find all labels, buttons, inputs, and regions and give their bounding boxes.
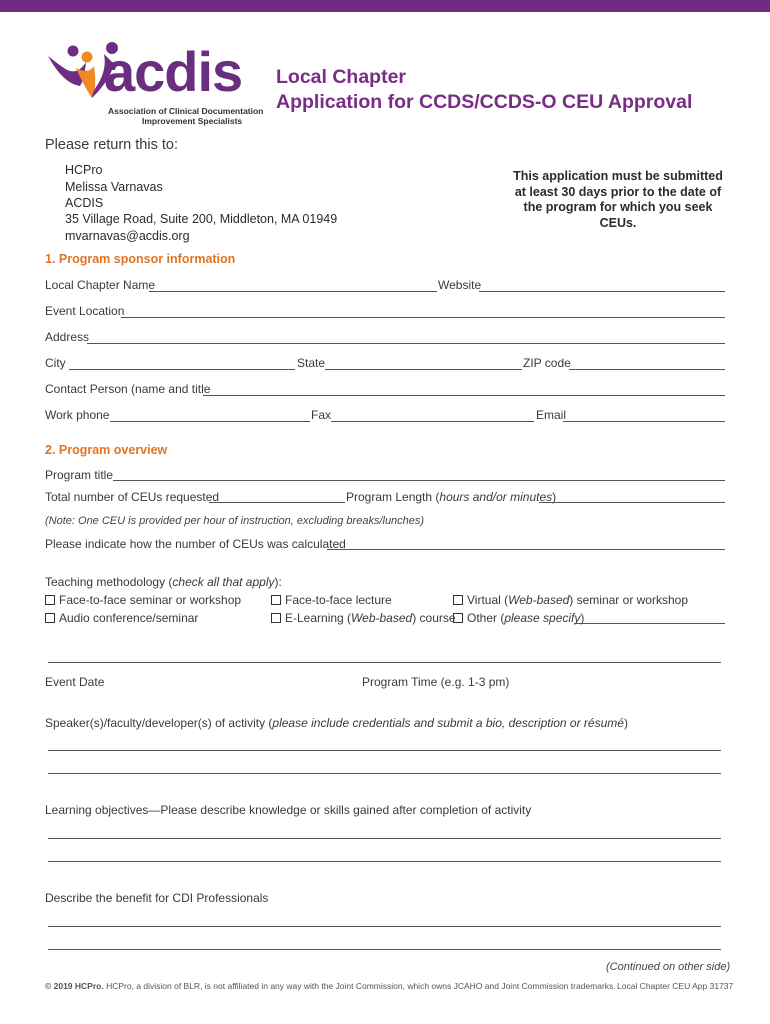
return-name: Melissa Varnavas (65, 180, 163, 194)
objectives-field-2[interactable] (48, 861, 721, 862)
submission-deadline-notice: This application must be submitted at least 30 days prior to the date of the program for which you seek CEUs. (513, 169, 723, 230)
event-location-label: Event Location (45, 304, 125, 318)
checkbox-icon[interactable] (453, 613, 463, 623)
ceus-requested-label: Total number of CEUs requested (45, 490, 220, 504)
return-org-2: ACDIS (65, 196, 104, 210)
website-label: Website (438, 278, 482, 292)
return-email: mvarnavas@acdis.org (65, 229, 190, 243)
section-2-heading: 2. Program overview (45, 443, 168, 457)
benefit-field-2[interactable] (48, 949, 721, 950)
speakers-field-1[interactable] (48, 750, 721, 751)
zip-label: ZIP code (523, 356, 571, 370)
program-title-field[interactable] (113, 480, 725, 481)
option-audio-conference[interactable]: Audio conference/seminar (45, 611, 198, 625)
logo-tagline-1: Association of Clinical Documentation (108, 106, 264, 116)
checkbox-icon[interactable] (271, 613, 281, 623)
return-org: HCPro (65, 163, 103, 177)
form-id: Local Chapter CEU App 31737 (617, 981, 734, 991)
option-other[interactable]: Other (please specify) (453, 611, 584, 625)
objectives-field-1[interactable] (48, 838, 721, 839)
option-face-to-face-lecture[interactable]: Face-to-face lecture (271, 593, 392, 607)
email-label: Email (536, 408, 567, 422)
work-phone-field[interactable] (110, 421, 310, 422)
chapter-name-field[interactable] (149, 291, 437, 292)
top-color-bar (0, 0, 770, 12)
teaching-methodology-label: Teaching methodology (check all that apply): (45, 575, 282, 589)
program-length-label: Program Length (hours and/or minutes) (346, 490, 557, 504)
return-street: 35 Village Road, Suite 200, Middleton, MA 01949 (65, 212, 338, 226)
learning-objectives-label: Learning objectives—Please describe knowledge or skills gained after completion of activity (45, 803, 532, 817)
website-field[interactable] (479, 291, 725, 292)
ceus-requested-field[interactable] (209, 502, 345, 503)
option-e-learning[interactable]: E-Learning (Web-based) course (271, 611, 456, 625)
contact-person-label: Contact Person (name and title (45, 382, 211, 396)
fax-label: Fax (311, 408, 332, 422)
chapter-name-label: Local Chapter Name (45, 278, 156, 292)
speakers-field-2[interactable] (48, 773, 721, 774)
other-specify-field[interactable] (574, 623, 725, 624)
work-phone-label: Work phone (45, 408, 110, 422)
address-label: Address (45, 330, 90, 344)
checkbox-icon[interactable] (453, 595, 463, 605)
fax-field[interactable] (331, 421, 534, 422)
logo-wordmark: acdis (104, 40, 243, 103)
address-field[interactable] (87, 343, 725, 344)
checkbox-icon[interactable] (45, 613, 55, 623)
state-label: State (297, 356, 326, 370)
program-title-label: Program title (45, 468, 114, 482)
event-location-field[interactable] (121, 317, 725, 318)
event-date-label: Event Date (45, 675, 105, 689)
page-title-line-2: Application for CCDS/CCDS-O CEU Approval (276, 91, 693, 113)
methodology-extra-line[interactable] (48, 662, 721, 663)
ceus-calculation-field[interactable] (327, 549, 725, 550)
section-1-heading: 1. Program sponsor information (45, 252, 236, 266)
city-label: City (45, 356, 66, 370)
copyright-notice: © 2019 HCPro. HCPro, a division of BLR, is not affiliated in any way with the Joint Commission, which owns JCAHO and Joint Commission trademarks. (45, 981, 616, 991)
program-length-field[interactable] (539, 502, 725, 503)
option-face-to-face-seminar[interactable]: Face-to-face seminar or workshop (45, 593, 241, 607)
ceu-note: (Note: One CEU is provided per hour of instruction, excluding breaks/lunches) (45, 515, 425, 527)
benefit-label: Describe the benefit for CDI Professionals (45, 891, 269, 905)
program-time-label: Program Time (e.g. 1-3 pm) (362, 675, 510, 689)
acdis-logo (46, 40, 264, 132)
state-field[interactable] (325, 369, 522, 370)
return-to-label: Please return this to: (45, 137, 178, 153)
zip-field[interactable] (569, 369, 725, 370)
speakers-label: Speaker(s)/faculty/developer(s) of activity (please include credentials and submit a bio, description or résumé) (45, 716, 628, 730)
ceus-calculation-label: Please indicate how the number of CEUs was calculated (45, 537, 346, 551)
option-virtual-seminar[interactable]: Virtual (Web-based) seminar or workshop (453, 593, 688, 607)
contact-person-field[interactable] (203, 395, 725, 396)
checkbox-icon[interactable] (45, 595, 55, 605)
benefit-field-1[interactable] (48, 926, 721, 927)
city-field[interactable] (69, 369, 295, 370)
email-field[interactable] (563, 421, 725, 422)
continued-note: (Continued on other side) (606, 961, 731, 973)
logo-tagline-2: Improvement Specialists (142, 116, 243, 126)
page-title-line-1: Local Chapter (276, 66, 407, 88)
checkbox-icon[interactable] (271, 595, 281, 605)
